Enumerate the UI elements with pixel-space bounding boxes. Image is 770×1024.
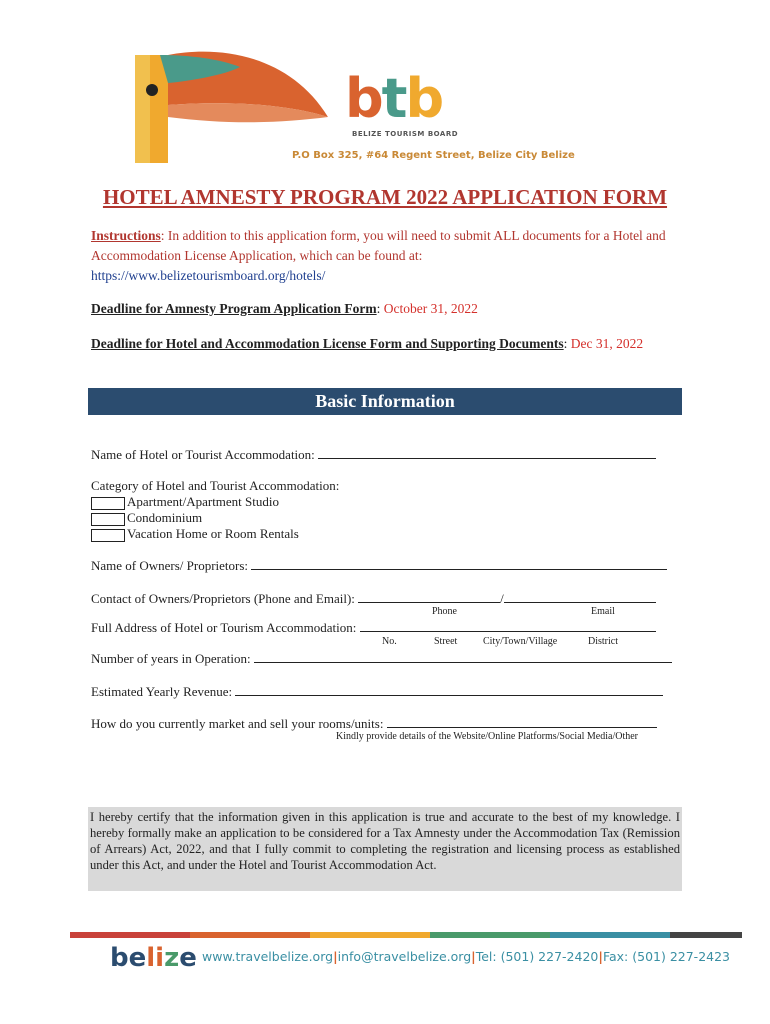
instructions-label: Instructions <box>91 228 161 243</box>
toucan-logo-icon <box>130 45 330 165</box>
address-district-caption: District <box>588 636 618 647</box>
footer-contact <box>202 949 730 964</box>
contact-label: Contact of Owners/Proprietors (Phone and Email): <box>91 591 355 606</box>
category-option-apartment[interactable] <box>91 494 279 510</box>
btb-brand-text: btb <box>345 67 443 130</box>
deadline-amnesty-value: October 31, 2022 <box>383 301 478 316</box>
contact-email-input[interactable] <box>504 590 656 603</box>
market-field <box>91 715 657 732</box>
footer-separator: | <box>333 949 338 964</box>
revenue-label: Estimated Yearly Revenue: <box>91 684 233 699</box>
contact-phone-input[interactable] <box>358 590 500 603</box>
owners-label: Name of Owners/ Proprietors: <box>91 558 249 573</box>
checkbox-apartment[interactable] <box>91 497 125 510</box>
category-option-label: Apartment/Apartment Studio <box>127 494 280 509</box>
hotel-name-field <box>91 446 656 463</box>
years-input[interactable] <box>254 650 672 663</box>
address-label: Full Address of Hotel or Tourism Accommodation: <box>91 620 357 635</box>
address-no-caption: No. <box>382 636 397 647</box>
address-city-caption: City/Town/Village <box>483 636 558 647</box>
hotel-name-input[interactable] <box>318 446 656 459</box>
checkbox-condominium[interactable] <box>91 513 125 526</box>
market-input[interactable] <box>387 715 657 728</box>
contact-phone-caption: Phone <box>432 606 457 617</box>
category-option-label: Vacation Home or Room Rentals <box>127 526 299 541</box>
category-label: Category of Hotel and Tourist Accommodation: <box>91 478 340 493</box>
belize-logo: belize <box>110 943 197 973</box>
category-option-condominium[interactable] <box>91 510 202 526</box>
market-label: How do you currently market and sell your rooms/units: <box>91 716 384 731</box>
category-option-vacation-home[interactable] <box>91 526 299 542</box>
years-field <box>91 650 672 667</box>
years-label: Number of years in Operation: <box>91 651 251 666</box>
instructions <box>91 226 691 286</box>
certification-text: I hereby certify that the information given in this application is true and accurate to the best of my knowledge. I hereby formally make an application to be considered for a Tax Amnesty under the Accommodation Tax (Remission of Arrears) Act, 2022, and that I fully commit to completing the registration and licensing process as established under this Act, and under the Hotel and Tourist Accommodation Act. <box>90 810 680 872</box>
owners-field <box>91 557 667 574</box>
contact-email-caption: Email <box>591 606 615 617</box>
instructions-url-link[interactable]: https://www.belizetourismboard.org/hotels/ <box>91 268 326 283</box>
category-option-label: Condominium <box>127 510 203 525</box>
deadline-license-value: Dec 31, 2022 <box>570 336 644 351</box>
footer-stripe-orange <box>190 932 310 938</box>
footer-separator: | <box>598 949 603 964</box>
address-field <box>91 619 656 636</box>
owners-input[interactable] <box>251 557 667 570</box>
page-title: HOTEL AMNESTY PROGRAM 2022 APPLICATION FORM <box>102 185 668 209</box>
contact-field: Contact of Owners/Proprietors (Phone and Email): / <box>91 590 656 607</box>
address-street-caption: Street <box>434 636 458 647</box>
footer-website-link[interactable]: www.travelbelize.org <box>202 949 334 964</box>
checkbox-vacation-home[interactable] <box>91 529 125 542</box>
footer-fax: Fax: (501) 227-2423 <box>602 949 731 964</box>
certification-box <box>88 807 682 891</box>
org-address: P.O Box 325, #64 Regent Street, Belize City Belize <box>292 150 575 161</box>
revenue-input[interactable] <box>235 683 663 696</box>
footer-stripe-dark <box>670 932 742 938</box>
instructions-text: : In addition to this application form, you will need to submit ALL documents for a Hotel and Accommodation License Application, which can be found at: <box>91 228 666 263</box>
org-name: BELIZE TOURISM BOARD <box>352 130 459 138</box>
footer-stripe-red <box>70 932 190 938</box>
deadline-amnesty: Deadline for Amnesty Program Application Form: October 31, 2022 <box>91 301 478 316</box>
btb-logo <box>345 67 443 130</box>
deadline-license: Deadline for Hotel and Accommodation License Form and Supporting Documents: Dec 31, 2022 <box>91 336 644 351</box>
footer-stripe-yellow <box>310 932 430 938</box>
address-input[interactable] <box>360 619 656 632</box>
footer-separator: | <box>471 949 476 964</box>
footer-tel: Tel: (501) 227-2420 <box>475 949 599 964</box>
revenue-field <box>91 683 663 700</box>
footer-stripe-teal <box>550 932 670 938</box>
footer-stripe-green <box>430 932 550 938</box>
hotel-name-label: Name of Hotel or Tourist Accommodation: <box>91 447 315 462</box>
footer-email-link[interactable]: info@travelbelize.org <box>337 949 472 964</box>
deadline-license-label: Deadline for Hotel and Accommodation License Form and Supporting Documents <box>91 336 564 351</box>
market-hint: Kindly provide details of the Website/Online Platforms/Social Media/Other <box>336 731 639 742</box>
deadline-amnesty-label: Deadline for Amnesty Program Application Form <box>91 301 377 316</box>
section-header-basic-information: Basic Information <box>88 388 682 415</box>
